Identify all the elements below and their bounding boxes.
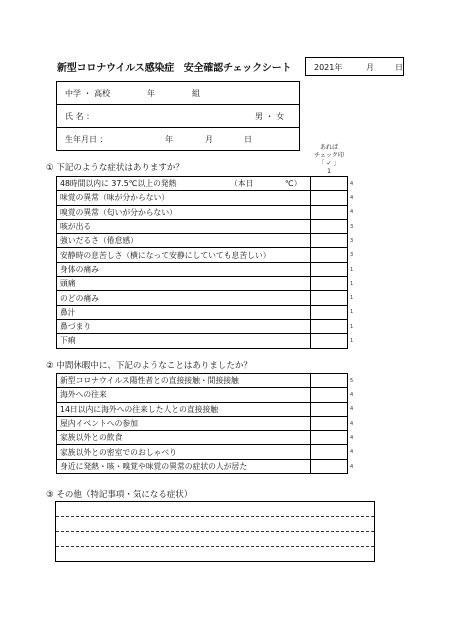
birthdate-label: 生年月日 ： [65, 135, 108, 144]
other-notes-box[interactable] [55, 501, 375, 562]
note-line [56, 531, 374, 532]
symptom-row [57, 262, 357, 276]
activity-row [57, 402, 357, 416]
check-header-text: チェック印 [314, 152, 344, 159]
symptom-point: 3 [350, 223, 354, 230]
activity-row [57, 445, 357, 459]
symptom-checkbox[interactable] [311, 319, 348, 333]
symptom-checkbox[interactable] [311, 234, 348, 248]
birth-day-label: 日 [244, 135, 252, 144]
activity-item-label: 屋内イベントへの参加 [57, 416, 311, 430]
date-month: 月 [366, 63, 374, 72]
symptom-point: 3 [350, 237, 354, 244]
school-type: 中学 ・ 高校 [65, 89, 111, 98]
activity-item-label: 新型コロナウイルス陽性者との直接接触・間接接触 [57, 374, 311, 388]
birth-year-label: 年 [165, 135, 173, 144]
today-temp-label: （本日 [230, 179, 254, 189]
symptom-checkbox[interactable] [311, 305, 348, 319]
date-year: 2021年 [314, 63, 343, 72]
activity-row [57, 388, 357, 402]
symptom-row [57, 219, 357, 233]
gender-label: 男 ・ 女 [255, 112, 285, 121]
activity-checkbox[interactable] [311, 374, 348, 388]
activity-point: 4 [350, 449, 354, 456]
activity-checkbox[interactable] [311, 459, 348, 473]
name-label: 氏 名 ： [65, 112, 95, 121]
date-box[interactable] [305, 57, 404, 76]
activity-point: 4 [350, 392, 354, 399]
note-line [56, 516, 374, 517]
check-header-text: 1 [327, 168, 331, 175]
activity-row [57, 431, 357, 445]
symptom-point: 4 [350, 180, 354, 187]
symptom-item-label: 安静時の息苦しさ（横になって安静にしていても息苦しい） [57, 248, 311, 262]
symptom-checkbox[interactable] [311, 277, 348, 291]
symptom-row [57, 291, 357, 305]
section2-title: ② 中間休暇中に、下記のようなことはありましたか？ [46, 361, 252, 371]
name-row[interactable] [57, 105, 299, 127]
symptom-table [56, 176, 357, 349]
symptom-row [57, 177, 357, 191]
symptom-row [57, 334, 357, 348]
symptom-item-label: 嗅覚の異常（匂いが分からない） [57, 205, 311, 219]
date-day: 日 [395, 63, 403, 72]
symptom-row [57, 305, 357, 319]
symptom-row [57, 277, 357, 291]
section3-title: ③ その他（特記事項・気になる症状） [46, 490, 193, 500]
note-line [56, 546, 374, 547]
symptom-item-label: 鼻汁 [57, 305, 311, 319]
symptom-checkbox[interactable] [311, 262, 348, 276]
activity-item-label: 身近に発熱・咳・嗅覚や味覚の異常の症状の人が居た [57, 459, 311, 473]
symptom-row [57, 319, 357, 333]
activity-point: 4 [350, 463, 354, 470]
activity-table [56, 373, 357, 474]
class-label: 組 [192, 89, 200, 98]
symptom-item-label: 強いだるさ（倦怠感） [57, 234, 311, 248]
symptom-point: 1 [350, 338, 354, 345]
activity-point: 4 [350, 420, 354, 427]
activity-checkbox[interactable] [311, 431, 348, 445]
activity-checkbox[interactable] [311, 402, 348, 416]
symptom-checkbox[interactable] [311, 191, 348, 205]
symptom-row [57, 234, 357, 248]
symptom-row [57, 205, 357, 219]
symptom-point: 4 [350, 195, 354, 202]
symptom-item-label: 頭痛 [57, 277, 311, 291]
activity-point: 4 [350, 434, 354, 441]
symptom-point: 1 [350, 280, 354, 287]
symptom-point: 1 [350, 309, 354, 316]
activity-row [57, 459, 357, 473]
symptom-row [57, 248, 357, 262]
symptom-point: 3 [350, 252, 354, 259]
symptom-point: 4 [350, 209, 354, 216]
activity-item-label: 海外への往来 [57, 388, 311, 402]
check-header-text: あれば [319, 144, 338, 151]
symptom-item-label: のどの痛み [57, 291, 311, 305]
symptom-checkbox[interactable] [311, 219, 348, 233]
symptom-checkbox[interactable] [311, 248, 348, 262]
activity-point: 4 [350, 406, 354, 413]
symptom-item-label: 咳が出る [57, 219, 311, 233]
symptom-checkbox[interactable] [311, 205, 348, 219]
grade-label: 年 [147, 89, 155, 98]
activity-item-label: 家族以外との飲食 [57, 431, 311, 445]
student-info-box [56, 81, 300, 151]
symptom-checkbox[interactable] [311, 291, 348, 305]
symptom-point: 1 [350, 266, 354, 273]
symptom-row [57, 191, 357, 205]
fever-label: 48時間以内に 37.5℃以上の発熱 [60, 179, 177, 189]
check-header-text: 「 ✓ 」 [318, 160, 340, 167]
activity-checkbox[interactable] [311, 416, 348, 430]
symptom-checkbox[interactable] [311, 177, 348, 191]
symptom-item-label: 鼻づまり [57, 319, 311, 333]
activity-item-label: 14日以内に海外への往来した人との直接接触 [57, 402, 311, 416]
page-title: 新型コロナウイルス感染症 安全確認チェックシート [57, 63, 292, 74]
check-column-header [304, 144, 354, 176]
temp-unit-label: ℃） [285, 179, 302, 189]
symptom-item-label: 身体の痛み [57, 262, 311, 276]
activity-row [57, 374, 357, 388]
school-row[interactable] [57, 82, 299, 104]
activity-item-label: 家族以外との密室でのおしゃべり [57, 445, 311, 459]
activity-checkbox[interactable] [311, 388, 348, 402]
symptom-point: 1 [350, 323, 354, 330]
section1-title: ① 下記のような症状はありますか？ [46, 163, 184, 173]
activity-point: 5 [350, 377, 354, 384]
activity-checkbox[interactable] [311, 445, 348, 459]
symptom-checkbox[interactable] [311, 334, 348, 348]
birthdate-row[interactable] [57, 128, 299, 150]
symptom-point: 1 [350, 295, 354, 302]
symptom-item-label [57, 177, 311, 191]
symptom-item-label: 下痢 [57, 334, 311, 348]
symptom-item-label: 味覚の異常（味が分からない） [57, 191, 311, 205]
activity-row [57, 416, 357, 430]
birth-month-label: 月 [205, 135, 213, 144]
